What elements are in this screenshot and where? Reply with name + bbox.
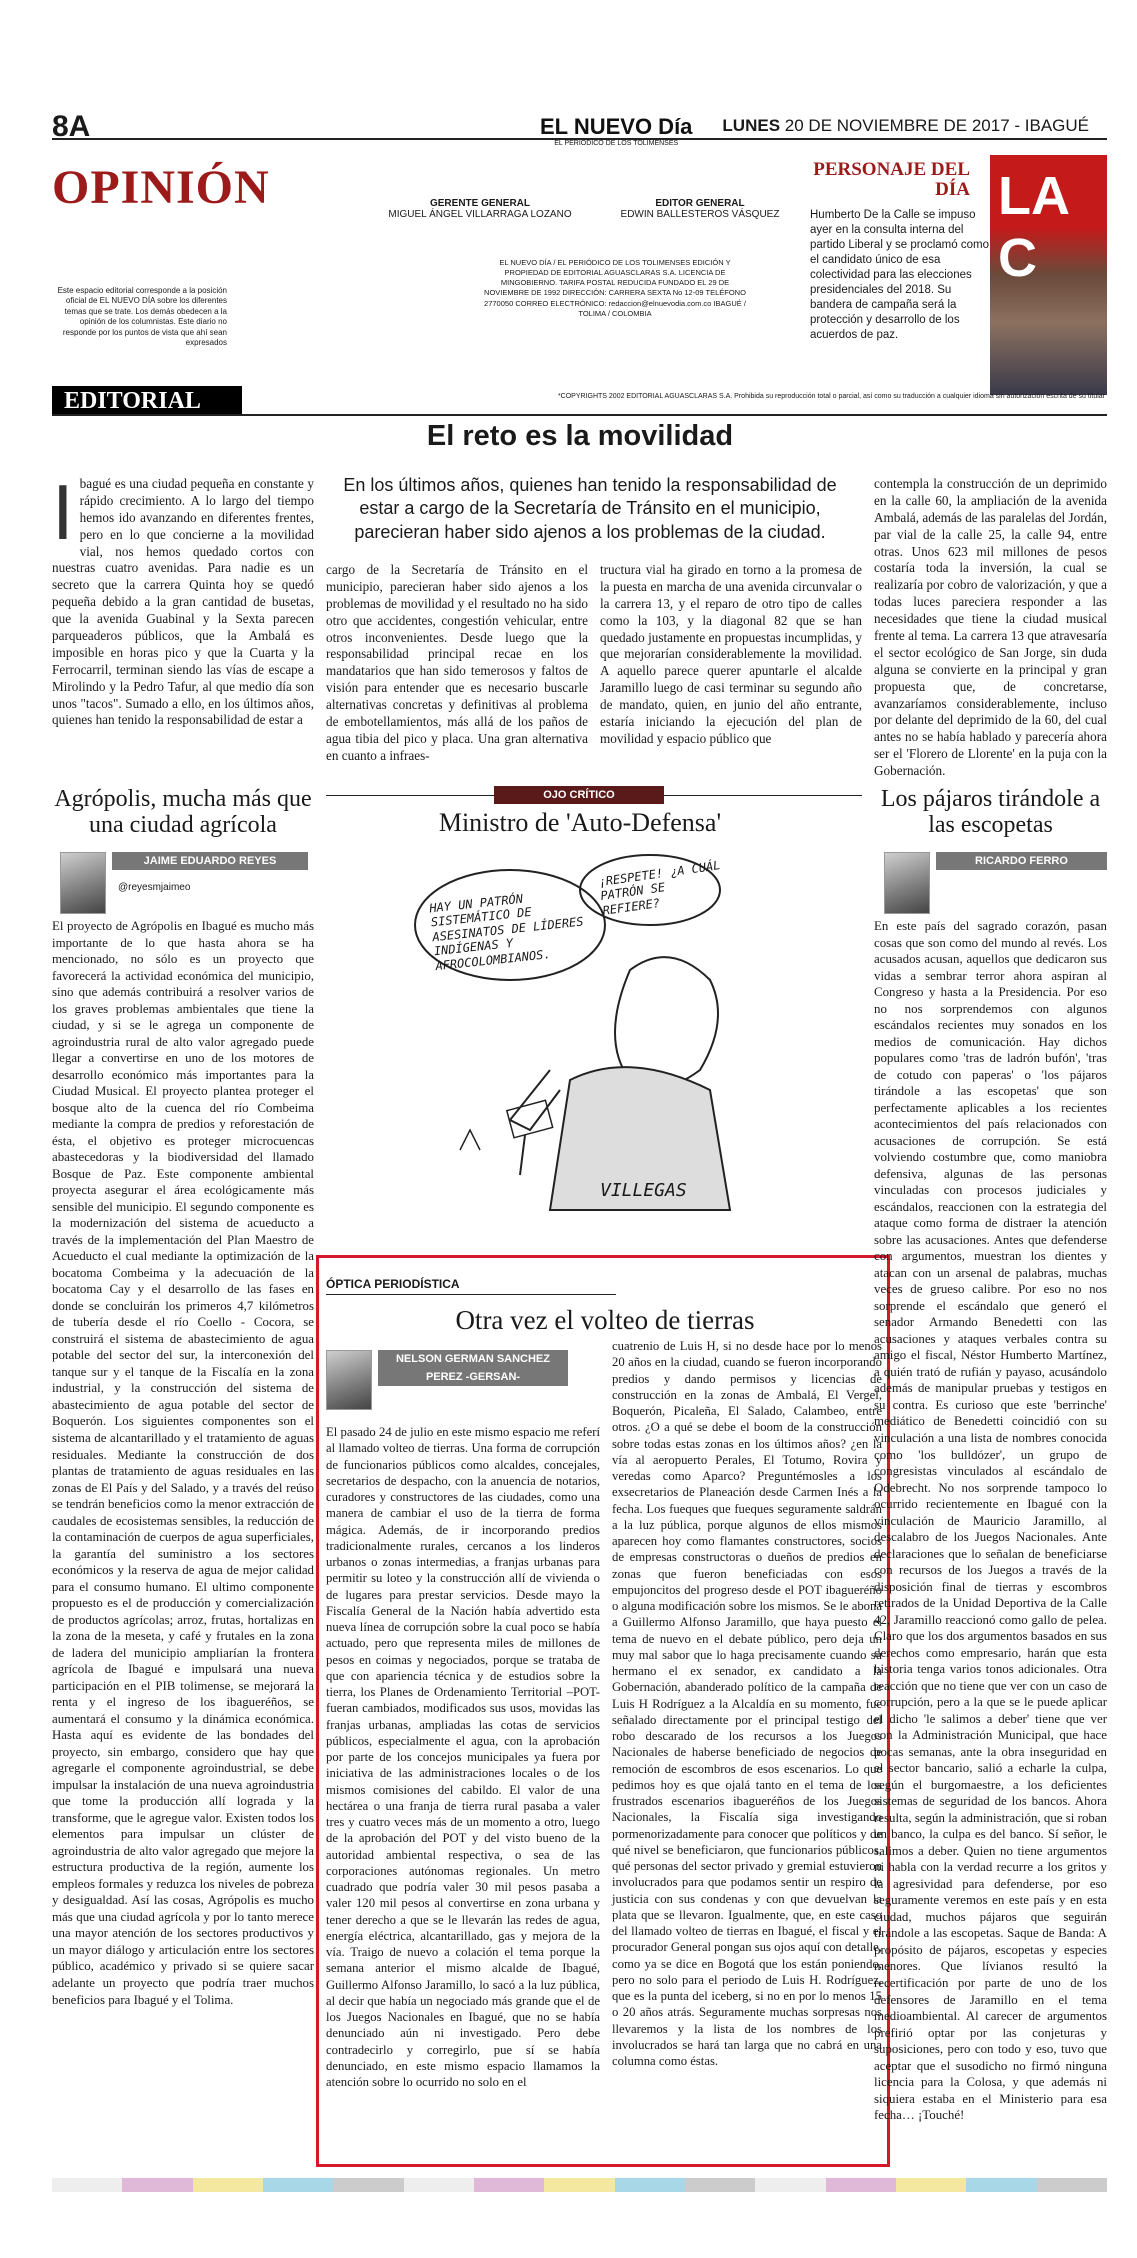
editorial-col-1	[52, 468, 314, 766]
date-rest: 20 DE NOVIEMBRE DE 2017 - IBAGUÉ	[784, 116, 1089, 135]
caricature-hand	[510, 1070, 560, 1130]
author-photo	[326, 1350, 372, 1410]
editorial-title: El reto es la movilidad	[426, 420, 734, 452]
logo-text: EL NUEVO Día	[540, 114, 693, 139]
agropolis-author: JAIME EDUARDO REYES	[112, 852, 308, 870]
editorial-col-1-text: bagué es una ciudad pequeña en constante y rápido crecimiento. A lo largo del tiempo hemos ido avanzando en diferentes frentes, pero en lo que concierne a la movilidad vial, nos hemos quedado cortos con nuestras cuatro avenidas. Para nadie es un secreto que la carrera Quinta hoy se quedó pequeña debido a la gran cantidad de busetas, que la avenida Guabinal y la Sexta parecen parqueaderos públicos, que la Ambalá es imposible en horas pico y que la Cuarta y la Ferrocarril, terminan siendo las vías de escape a Mirolindo y la Pedro Tafur, al que medio día son unos "tacos". Sumado a ello, en los últimos años, quienes han tenido la responsabilidad de estar a	[52, 476, 314, 728]
editorial-col-2: cargo de la Secretaría de Tránsito en el municipio, parecieran haber sido ajenos a los problemas de movilidad y el resultado no ha sido otro que accidentes, congestión vehicular, entre otros inconvenientes. Desde luego que la responsabilidad principal recae en los mandatarios que han sido temerosos y faltos de visión para entender que es necesario buscarle alternativas concretas y definitivas al problema de embotellamientos, más allá de los paños de agua tibia del pico y placa. Una gran alternativa en cuanto a infraes-	[326, 562, 588, 763]
page-number: 8A	[52, 110, 91, 143]
gm-name: MIGUEL ÁNGEL VILLARRAGA LOZANO	[388, 209, 572, 220]
small-figure	[520, 1135, 525, 1175]
pajaros-text: En este país del sagrado corazón, pasan cosas que son como del mundo al revés. Los acusados acusan, aquellos que dedicaron sus vidas a sembrar terror ahora aspiran al Congreso y hasta a la Presidencia. Por eso no nos sorprendemos con algunos escándalos recientes muy sonados en los medios de comunicación. Hay dichos populares como 'tras de ladrón bufón', 'tras de cotudo con paperas' o 'los pájaros tirándole a las escopetas' que son perfectamente aplicables a los recientes acontecimientos del país relacionados con acusaciones de corrupción. Se está volviendo costumbre que, como maniobra defensiva, algunas de las personas vinculadas con procesos judiciales y escándalos, reaccionen con la estrategia del ataque como forma de distraer la atención sobre las acusaciones. Antes que defenderse con argumentos, muestran los dientes y atacan con un arsenal de palabras, muchas veces de grueso calibre. Por eso no nos sorprende el escándalo que generó el senador Armando Benedetti con las acusaciones y ataques verbales contra su amigo el fiscal, Néstor Humberto Martínez, a quién trató de rufián y payaso, acusándolo además de manipular pruebas y testigos en su contra. Es curioso que este 'berrinche' mediático de Benedetti coincidió con su vinculación a una lista de nombres conocida como 'los bulldózer', un grupo de congresistas vinculados al escándalo de Odebrecht. No nos sorprende tampoco lo ocurrido recientemente en Ibagué con la vinculación de Mauricio Jaramillo, al descalabro de los Juegos Nacionales. Ante declaraciones que lo señalan de beneficiarse con recursos de los Juegos a través de la disposición final de tierras y escombros retirados de la Unidad Deportiva de la Calle 42, Jaramillo reaccionó como gallo de pelea. Claro que los dos argumentos basados en sus derechos como empresario, harán que esta historia tenga varios tonos adicionales. Otra reacción que no tiene que ver con un caso de corrupción, pero a la que se le puede aplicar el dicho 'le salimos a deber' tiene que ver con la Administración Municipal, que hace pocas semanas, ante la obra inseguridad en el sector bancario, salió a echarle la culpa, según el burgomaestre, a los deficientes sistemas de seguridad de los bancos. Ahora resulta, según la administración, que si roban un banco, la culpa es del banco. Sí señor, le salimos a deber. Quien no tiene argumentos ni habla con la verdad recurre a los gritos y la agresividad para defenderse, por eso seguramente veremos en este país y en esta ciudad, muchos pájaros que seguirán tirándole a las escopetas. Saque de Banda: A propósito de pájaros, escopetas y especies menores. Que lívianos resultó la recertificación por parte de uno de los defensores de Jaramillo en el tema medioambiental. Al carecer de argumentos prefirió optar por las conjeturas y suposiciones, pero con todo y eso, tuvo que aceptar que el susodicho no firmó ninguna licencia para la Colosa, y que además ni siquiera estaba en el Ministerio para esa fecha… ¡Touché!	[874, 919, 1107, 2123]
newspaper-logo	[540, 114, 692, 147]
author-photo	[884, 852, 930, 914]
photo-banner-text: LA C	[998, 166, 1068, 288]
agropolis-title: Agrópolis, mucha más que una ciudad agrícola	[54, 786, 312, 839]
cartoon-signature-mark	[460, 1130, 480, 1150]
optica-title: Otra vez el volteo de tierras	[455, 1305, 755, 1335]
optica-tag: ÓPTICA PERIODÍSTICA	[326, 1277, 460, 1291]
ed-name: EDWIN BALLESTEROS VÁSQUEZ	[620, 209, 780, 220]
pajaros-author: RICARDO FERRO	[936, 852, 1107, 870]
bubble-text-1: HAY UN PATRÓN SISTEMÁTICO DE ASESINATOS DE LÍDERES INDÍGENAS Y AFROCOLOMBIANOS.	[428, 891, 585, 973]
print-color-bar	[52, 2178, 1107, 2192]
optica-col-2: cuatrenio de Luis H, si no desde hace por lo menos 20 años en la ciudad, cuando se fueron incorporando predios y dando permisos y licencias de construcción en la zonas de Ambalá, El Vergel, Boquerón, Picaleña, El Salado, Calambeo, entre otros. ¿O a qué se debe el boom de la construcción sobre todas estas zonas en los últimos años? ¿en la vía al aeropuerto Perales, El Totumo, Rovira y veredas como Aparco? Preguntémosles a los exsecretarios de Planeación desde Carmen Inés a la fecha. Los fueques que fueques seguramente saldrán a la luz pública, porque algunos de ellos mismos aparecen hoy como flamantes constructores, socios de empresas constructoras o dueños de predios en zonas que fueron beneficiadas con esos empujoncitos del progreso desde el POT ibagueréño o alguna modificación sobre los mismos. Se le abona a Guillermo Alfonso Jaramillo, que haya puesto el tema de nuevo en el debate público, pero deja un muy mal sabor que lo haga precisamente cuando su hermano el ex senador, ex candidato a la Gobernación, abanderado político de la campaña de Luis H Rodríguez a la Alcaldía en su momento, fue señalado directamente por el principal testigo del robo descarado de los recursos a los Juegos Nacionales de haberse beneficiado de negocios de remoción de escombros de esos escenarios. Lo que pedimos hoy es que ojalá tanto en el tema de los frustrados escenarios ibagueréños de los Juegos Nacionales, la Fiscalía siga investigando pormenorizadamente para conocer que políticos y de qué nivel se beneficiaron, que funcionarios públicos, qué personas del sector privado y gremial estuvieron involucrados para que podamos sentir un respiro de justicia con sus condenas y con que devuelvan la plata que se llevaron. Igualmente, que, en este caso del llamado volteo de tierras en Ibagué, el fiscal y el procurador General pongan sus ojos aquí con detalle, como ya se dice en Bogotá que los están poniendo, pero no solo para el periodo de Luis H. Rodríguez, que es la punta del iceberg, si no en por lo menos 15 o 20 años atrás. Seguramente muchas sorpresas nos llevaremos y la lista de los nombres de los involucrados se hará tan larga que no cabrá en una columna como éstas.	[612, 1339, 882, 2068]
optica-author: NELSON GERMAN SANCHEZ PEREZ -GERSAN-	[378, 1350, 568, 1386]
cartoonist-signature: VILLEGAS	[600, 1180, 687, 1201]
logo-tagline: EL PERIÓDICO DE LOS TOLIMENSES	[554, 140, 679, 147]
general-editor	[600, 198, 800, 220]
dropcap: I	[52, 468, 74, 556]
general-manager	[380, 198, 580, 220]
personaje-title: PERSONAJE DEL DÍA	[813, 159, 970, 200]
editorial-col-4: contempla la construcción de un deprimido en la calle 60, la ampliación de la avenida Ambalá, además de las paralelas del Jordán, par vial de la calle 25, la calle 94, entre otras. Unos 623 mil millones de pesos costaría toda la inversión, la cual se realizaría por cobro de valorización, y que a todas luces pareciera responder a las necesidades que tiene la ciudad musical frente al tema. La carrera 13 que atravesaría el sector ecológico de San Jorge, sin duda alguna se convierte en la principal y gran propuesta que, de concretarse, avanzaríamos considerablemente, incluso por delante del deprimido de la 60, del cual antes no se había hablado y parecería ahora ser el 'Florero de Llorente' en la puja con la Gobernación.	[874, 476, 1107, 779]
dateline	[722, 116, 1089, 136]
author-photo	[60, 852, 106, 914]
agropolis-twitter: @reyesmjaimeo	[118, 882, 191, 893]
cartoon-title: Ministro de 'Auto-Defensa'	[438, 808, 722, 837]
small-figure-sign	[507, 1100, 553, 1137]
optica-col-1: El pasado 24 de julio en este mismo espacio me referí al llamado volteo de tierras. Una forma de corrupción de funcionarios públicos como alcaldes, concejales, secretarios de despacho, con la anuencia de notarios, curadores y constructores de las ciudades, como una manera de cambiar el uso de la tierra de forma mágica. Además, de ir incorporando predios tradicionalmente rurales, cercanos a los linderos urbanos o zonas intermedias, a franjas urbanas para permitir su loteo y la construcción allí de vivienda o de lugares para prestar servicios. Desde mayo la Fiscalía General de la Nación había advertido esta nueva línea de corrupción sobre la cual poco se había actuado, pero que representa miles de millones de pesos en coimas y negociados, porque se trataba de que con apariencia técnica y de estudios sobre la tierra, los Planes de Ordenamiento Territorial –POT- fueran cambiados, modificados sus usos, movidas las franjas urbanas, ampliadas las cotas de servicios públicos, especialmente el agua, con la aprobación por parte de los concejos municipales ya fuera por iniciativa de las administraciones locales o de los mismos comisiones del cabildo. El valor de una hectárea o una franja de tierra rural pasaba a valer tres y cuatro veces más de un momento a otro, luego de la aprobación del POT y del visto bueno de la autoridad ambiental respectiva, o sea de las corporaciones autónomas regionales. Un metro cuadrado que podría valer 30 mil pesos pasaba a valer 120 mil pesos al convertirse en zona urbana y tener derecho a que se le llevarán las redes de agua, energía eléctrica, alcantarillado, gas y mejora de la vía. Traigo de nuevo a colación el tema porque la semana anterior el mismo alcalde de Ibagué, Guillermo Alfonso Jaramillo, lo sacó a la luz pública, al decir que había un negociado más grande que el de los Juegos Nacionales en Ibagué, que no se había denunciado aún ni investigado. Pero debe contradecirlo y corregirlo, pue sí se había denunciado, en este mismo espacio llamamos la atención sobre lo ocurrido no solo en el	[326, 1425, 600, 2089]
editorial-col-3: tructura vial ha girado en torno a la promesa de la puesta en marcha de una avenida circunvalar o la carrera 13, y el reparo de otro tipo de calles como la 103, y la diagonal 82 que se han quedado justamente en propuestas incumplidas, y que mejorarían considerablemente la movilidad. A aquello parece querer apuntarle el alcalde Jaramillo luego de casi terminar su segundo año de mandato, quien, en junio del año entrante, estaría iniciando la ejecución del plan de movilidad y espacio público que	[600, 562, 862, 746]
ojo-critico-tag: OJO CRÍTICO	[494, 786, 664, 804]
date-day: LUNES	[722, 116, 781, 135]
bubble-text-2: ¡RESPETE! ¿A CUÁL PATRÓN SE REFIERE?	[597, 858, 722, 918]
editorial-rule	[52, 414, 1107, 416]
editorial-disclaimer: Este espacio editorial corresponde a la posición oficial de EL NUEVO DÍA sobre los diferentes temas que se trate. Los demás obedecen a la opinión de los columnistas. Este diario no responde por los puntos de vista que ahí sean expresados	[57, 286, 227, 347]
personaje-text: Humberto De la Calle se impuso ayer en la consulta interna del partido Liberal y se proclamó como el candidato único de esa colectividad para las elecciones presidenciales del 2018. Su bandera de campaña será la protección y desarrollo de los acuerdos de paz.	[810, 209, 989, 341]
personaje-photo	[990, 155, 1107, 395]
imprint: EL NUEVO DÍA / EL PERIÓDICO DE LOS TOLIMENSES EDICIÓN Y PROPIEDAD DE EDITORIAL AGUASCLARAS S.A. LICENCIA DE MINGOBIERNO. TARIFA POSTAL REDUCIDA FUNDADO EL 29 DE NOVIEMBRE DE 1992 DIRECCIÓN: CARRERA SEXTA No 12-09 TELÉFONO 2770050 CORREO ELECTRÓNICO: redaccion@elnuevodia.com.co IBAGUÉ / TOLIMA / COLOMBIA	[484, 258, 746, 318]
optica-rule	[326, 1294, 616, 1295]
editorial-tag: EDITORIAL	[52, 386, 242, 416]
editorial-lead: En los últimos años, quienes han tenido la responsabilidad de estar a cargo de la Secretaría de Tránsito en el municipio, parecieran haber sido ajenos a los problemas de la ciudad.	[343, 475, 837, 542]
section-title: OPINIÓN	[52, 161, 270, 214]
ed-title: EDITOR GENERAL	[655, 198, 745, 209]
pajaros-title: Los pájaros tirándole a las escopetas	[880, 786, 1101, 839]
copyright: *COPYRIGHTS 2002 EDITORIAL AGUASCLARAS S.A. Prohibida su reproducción total o parcial, así como su traducción a cualquier idioma sin autorización escrita de su titular	[557, 393, 1105, 400]
gm-title: GERENTE GENERAL	[429, 198, 530, 209]
agropolis-text: El proyecto de Agrópolis en Ibagué es mucho más importante de lo que hasta ahora se ha mencionado, no sólo es un proyecto que favorecerá la actividad económica del municipio, sino que además contribuirá a resolver varios de los graves problemas ambientales que tiene la ciudad, y si se le agrega un componente de agroindustria rural de alto valor agregado puede llegar a convertirse en uno de los motores de desarrollo económico más importantes para la Ciudad Musical. El proyecto plantea proteger el bosque alto de la cuenca del río Combeima mediante la compra de predios y reforestación de ésta, el objetivo es proteger microcuencas abastecedoras y la biodiversidad del llamado Bosque de Paz. Este componente ambiental proyecta asegurar el área ecológicamente más sensible del municipio. El segundo componente es la modernización del sistema de acueducto a través de la implementación del Plan Maestro de Acueducto el cual mediante la optimización de la bocatoma Combeima y la adecuación de la bocatoma Cay y el desarrollo de las fases en donde se concluirán los primeros 4,7 kilómetros de tubería desde el río Coello - Cocora, se construirá el sistema de abastecimiento de agua potable del sector del sur, la interconexión del tanque sur y el tanque de la Fiscalía en la zona industrial, y la construcción del sistema de abastecimiento de agua potable del sector de Boquerón. Los siguientes componentes son el sistema de alcantarillado y el tratamiento de aguas residuales. Mediante la construcción de dos plantas de tratamiento de aguas residuales en las zonas de El País y del Salado, y a través del reúso se tendrán beneficios como la menor extracción de caudales de ecosistemas sensibles, la reducción de la contaminación de cuerpos de agua superficiales, la garantía del suministro a los sectores económicos y la reserva de agua de mejor calidad para el consumo humano. El ultimo componente propuesto es el de producción y comercialización de productos agrícolas; arroz, frutas, hortalizas en la zona de la meseta, y café y frutales en la zona de ladera del municipio ampliarían la frontera agrícola de Ibagué e impulsará una nueva participación en el PIB tolimense, se mejorará la renta y el ingreso de los ibagueréños, se aumentará el consumo y la dinámica económica. Hasta aquí es evidente de las bondades del proyecto, sin embargo, considero que hay que agregarle el componente agroindustrial, se debe impulsar la instalación de una nueva agroindustria que tome la producción allí lograda y la transforme, que le agregue valor. Existen todos los elementos para impulsar un clúster de agroindustria de alto valor agregado que mejore la estructura productiva de la región, aumente los empleos formales y reduzca los niveles de pobreza y desigualdad. Así las cosas, Agrópolis es mucho más que una ciudad agrícola y por lo tanto merece una mayor atención de los sectores productivos y un mayor diálogo y articulación entre los sectores público, académico y privado si se quiere sacar adelante un proyecto que podría traer muchos beneficios para Ibagué y el Tolima.	[52, 919, 314, 2007]
